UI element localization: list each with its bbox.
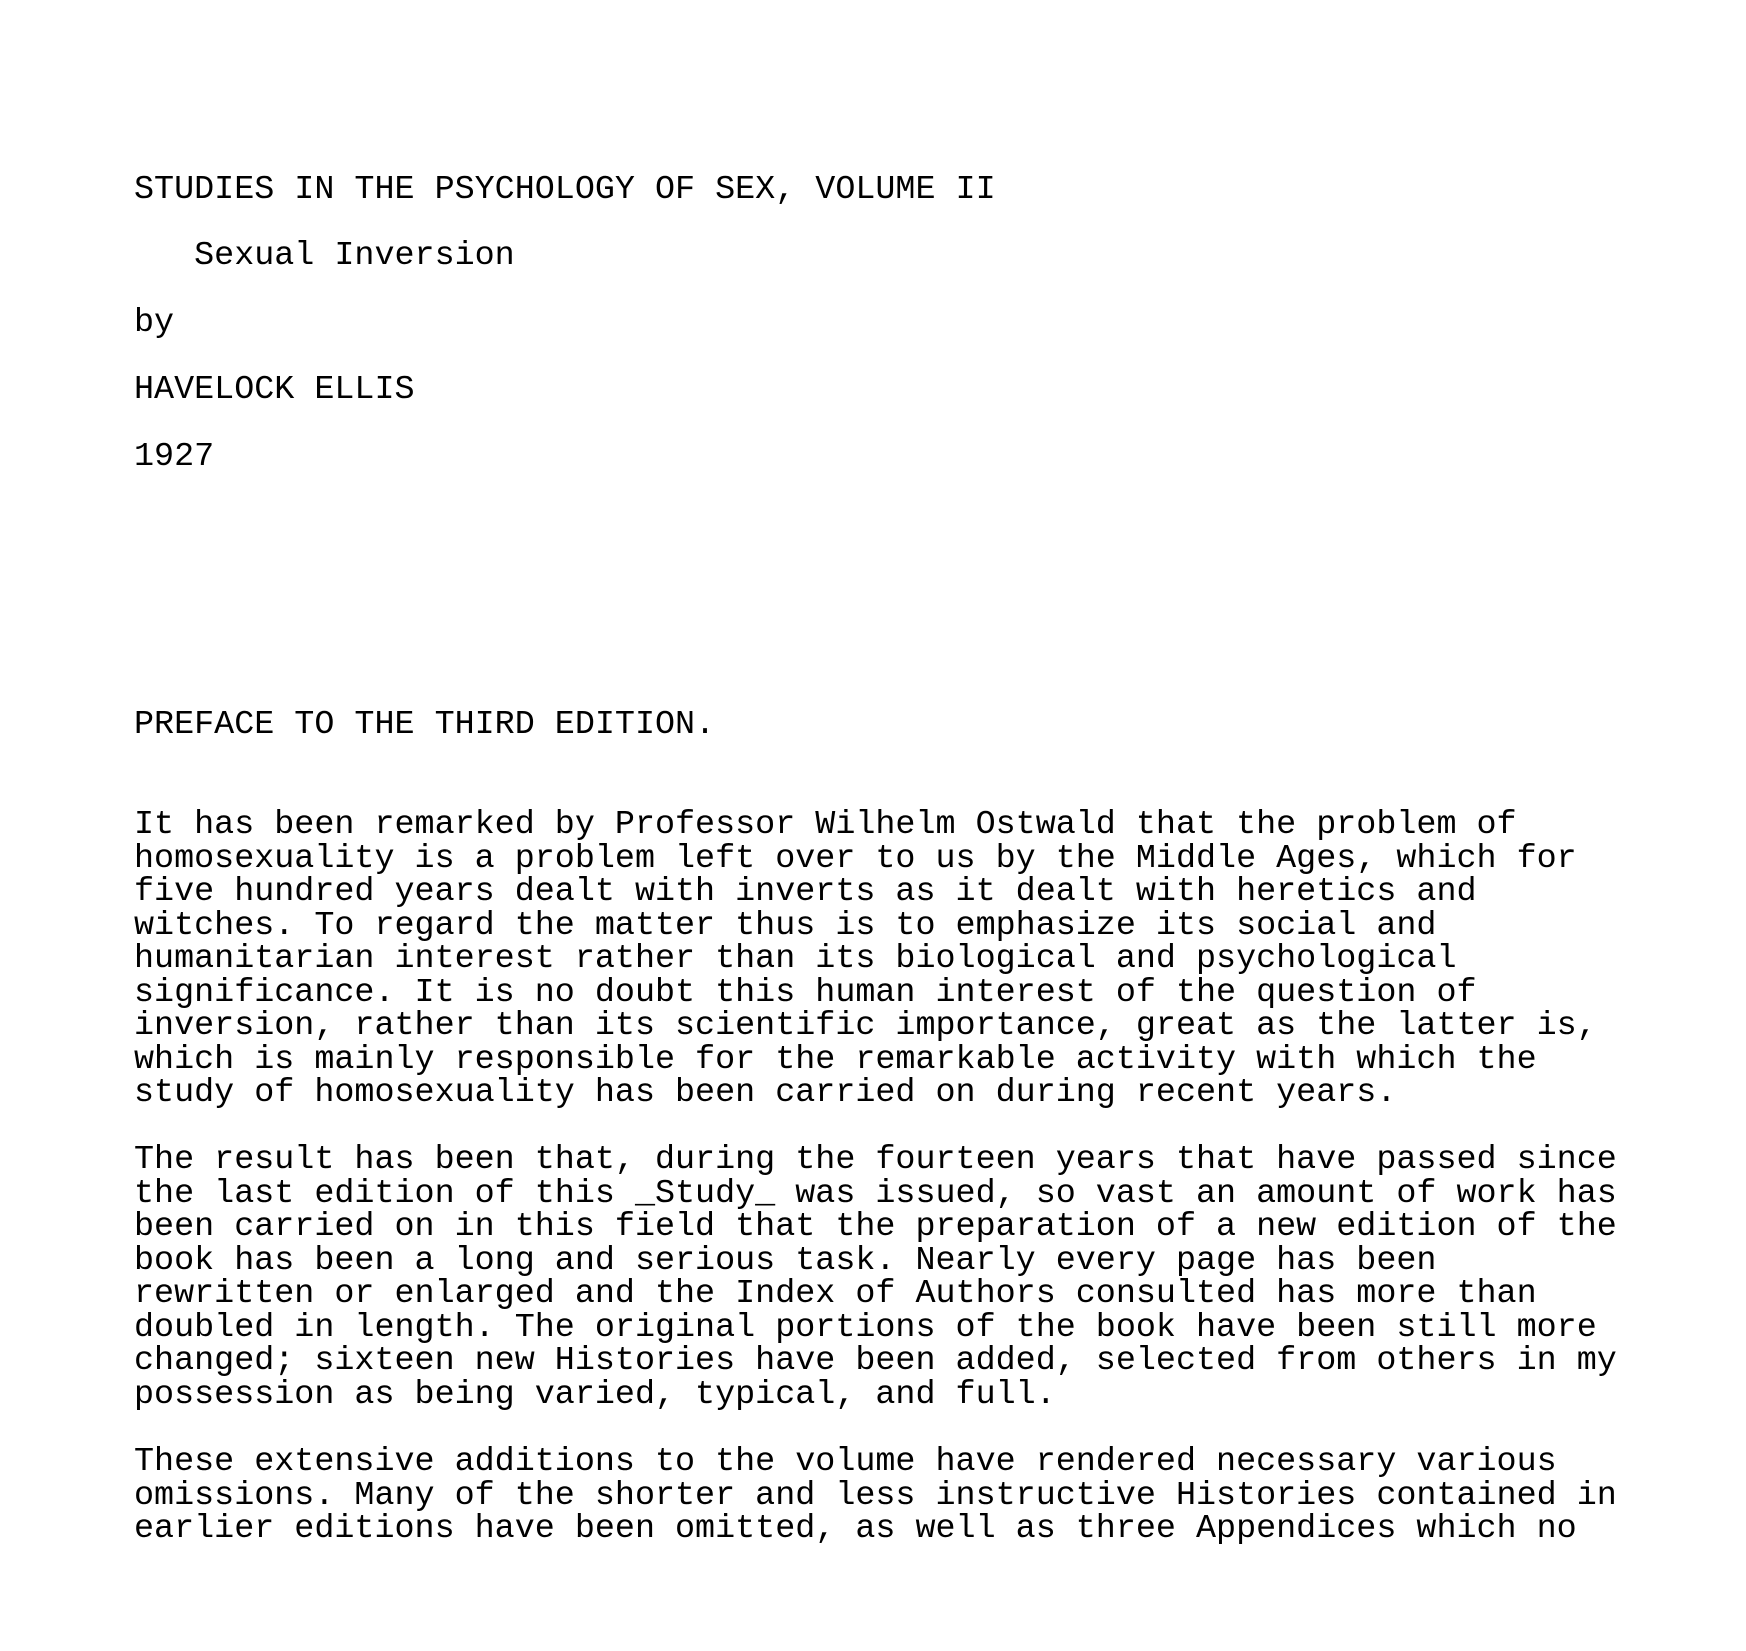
preface-paragraph-1: It has been remarked by Professor Wilhelm Ostwald that the problem of homosexuality is a problem left over to us by the Middle Ages, which for five hundred years dealt with inverts as it dealt with heretics and witches. To regard the matter thus is to emphasize its social and humanitarian interest rather than its biological and psychological significance. It is no doubt this human interest of the question of inversion, rather than its scientific importance, great as the latter is, which is mainly responsible for the remarkable activity with which the study of homosexuality has been carried on during recent years. <box>134 806 1597 1112</box>
publication-year: 1927 <box>134 438 215 476</box>
preface-paragraph-3: These extensive additions to the volume have rendered necessary various omissions. Many of the shorter and less instructive Histories contained in earlier editions have been omitted, as well as three Appendices which no <box>134 1443 1617 1548</box>
series-title: STUDIES IN THE PSYCHOLOGY OF SEX, VOLUME II <box>134 171 996 209</box>
by-line: by <box>134 304 175 342</box>
preface-heading: PREFACE TO THE THIRD EDITION. <box>134 706 716 744</box>
preface-paragraph-2: The result has been that, during the fourteen years that have passed since the last edition of this _Study_ was issued, so vast an amount of work has been carried on in this field that the preparation of a new edition of the book has been a long and serious task. Nearly every page has been rewritten or enlarged and the Index of Authors consulted has more than doubled in length. The original portions of the book have been still more changed; sixteen new Histories have been added, selected from others in my possession as being varied, typical, and full. <box>134 1141 1617 1414</box>
author-name: HAVELOCK ELLIS <box>134 371 415 409</box>
volume-title: Sexual Inversion <box>134 237 515 275</box>
